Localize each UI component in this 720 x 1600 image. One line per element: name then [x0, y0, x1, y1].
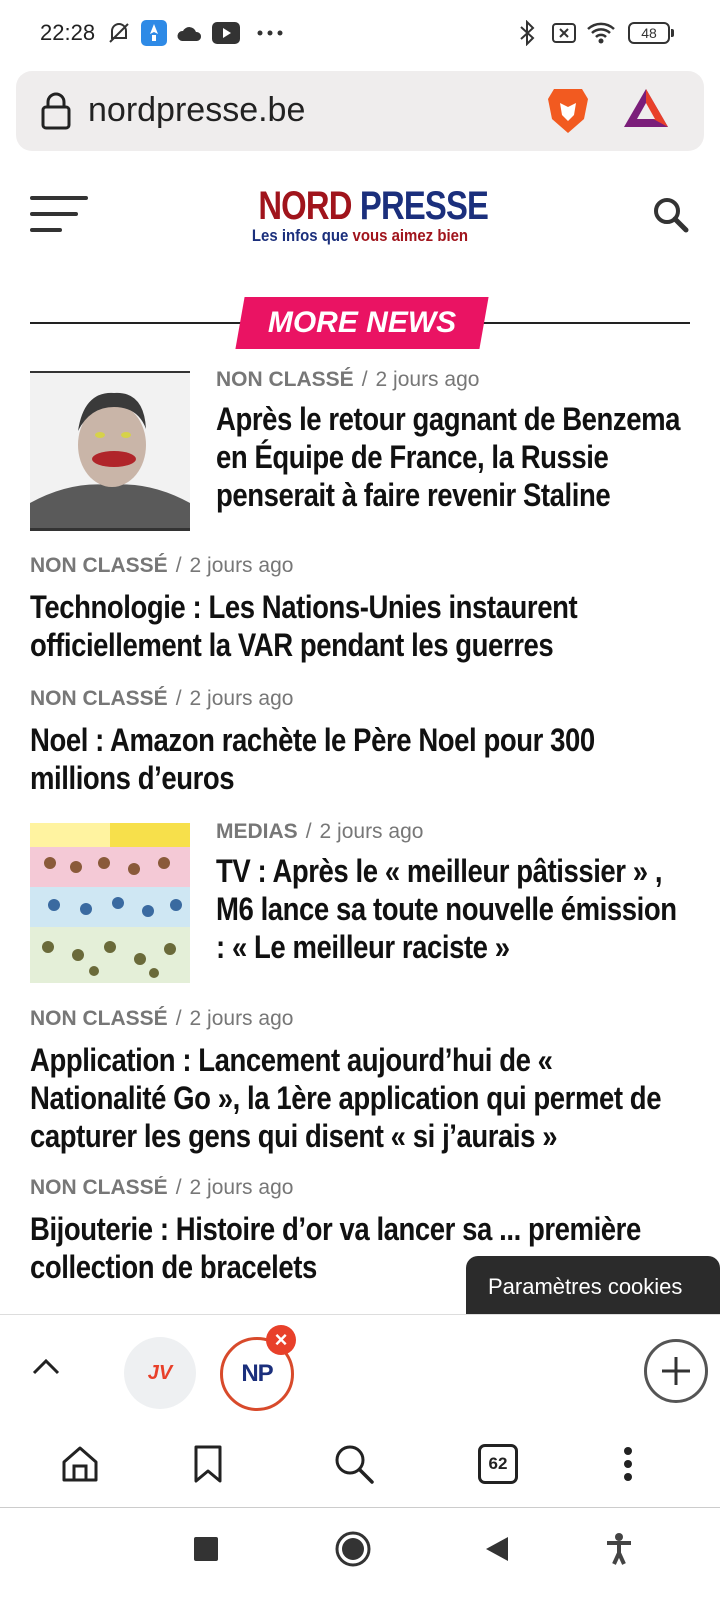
address-bar[interactable] — [16, 71, 704, 151]
article-card[interactable] — [30, 687, 690, 797]
chevron-up-icon[interactable] — [30, 1353, 62, 1382]
site-logo[interactable] — [236, 184, 489, 246]
article-thumbnail-infographic[interactable] — [30, 823, 190, 983]
tab-count-button[interactable] — [474, 1440, 522, 1488]
article-thumbnail-stalin[interactable] — [30, 371, 190, 531]
close-tab-button[interactable]: × — [266, 1325, 296, 1355]
article-meta: NON CLASSÉ / 2 jours ago — [30, 687, 294, 710]
article-title[interactable]: TV : Après le « meilleur pâtissier » , M6 lance sa toute nouvelle émission : « Le meilleur raciste » — [216, 853, 677, 965]
article-meta: MEDIAS / 2 jours ago — [216, 820, 424, 843]
article-meta: NON CLASSÉ / 2 jours ago — [30, 554, 294, 577]
article-card[interactable] — [30, 554, 690, 664]
home-icon[interactable] — [56, 1440, 104, 1488]
bookmark-icon[interactable] — [184, 1440, 232, 1488]
status-bar — [0, 0, 720, 68]
category-link[interactable]: NON CLASSÉ — [30, 1007, 168, 1030]
tab-favicon-label: JV — [147, 1361, 173, 1384]
battery-indicator: 48 — [628, 22, 670, 44]
more-options-icon[interactable] — [604, 1440, 652, 1488]
no-sim-icon — [550, 20, 578, 46]
category-link[interactable]: NON CLASSÉ — [30, 554, 168, 577]
tab-favicon-label: NP — [241, 1360, 273, 1387]
youtube-icon — [212, 20, 240, 46]
url-text[interactable]: nordpresse.be — [88, 91, 306, 129]
logo-word-nord: NORD — [258, 184, 352, 228]
tab-jeuxvideo[interactable] — [124, 1337, 196, 1409]
bluetooth-icon — [516, 20, 538, 46]
plus-icon — [647, 1342, 705, 1400]
article-meta: NON CLASSÉ / 2 jours ago — [216, 368, 480, 391]
cloud-icon — [176, 20, 204, 46]
menu-icon[interactable] — [30, 196, 90, 241]
category-link[interactable]: MEDIAS — [216, 820, 298, 843]
article-title[interactable]: Bijouterie : Histoire d’or va lancer sa ... première collection de bracelets — [30, 1211, 641, 1285]
article-meta: NON CLASSÉ / 2 jours ago — [30, 1176, 294, 1199]
category-link[interactable]: NON CLASSÉ — [30, 1176, 168, 1199]
cookie-settings-button[interactable]: Paramètres cookies — [466, 1256, 720, 1318]
timestamp: 2 jours ago — [319, 820, 424, 843]
back-icon[interactable] — [484, 1535, 510, 1568]
article-title[interactable]: Technologie : Les Nations-Unies instaurent officiellement la VAR pendant les guerres — [30, 589, 578, 663]
logo-tagline-2: vous aimez bien — [352, 226, 469, 245]
rocket-app-icon — [140, 20, 168, 46]
timestamp: 2 jours ago — [189, 554, 294, 577]
browser-toolbar — [0, 1418, 720, 1508]
timestamp: 2 jours ago — [189, 687, 294, 710]
timestamp: 2 jours ago — [189, 1176, 294, 1199]
mute-bell-icon — [106, 20, 132, 46]
category-link[interactable]: NON CLASSÉ — [216, 368, 354, 391]
timestamp: 2 jours ago — [375, 368, 480, 391]
wifi-icon — [586, 20, 616, 46]
tab-strip — [0, 1314, 720, 1418]
accessibility-icon[interactable] — [606, 1533, 632, 1570]
logo-word-presse: PRESSE — [359, 184, 489, 228]
timestamp: 2 jours ago — [189, 1007, 294, 1030]
article-title[interactable]: Après le retour gagnant de Benzema en Équipe de France, la Russie penserait à faire revenir Staline — [216, 401, 681, 513]
article-meta: NON CLASSÉ / 2 jours ago — [30, 1007, 294, 1030]
article-title[interactable]: Noel : Amazon rachète le Père Noel pour 300 millions d’euros — [30, 722, 595, 796]
bat-rewards-icon[interactable] — [622, 87, 670, 136]
article-title[interactable]: Application : Lancement aujourd’hui de « Nationalité Go », la 1ère application qui permet de capturer les gens qui disent « si j’aurais » — [30, 1042, 662, 1154]
article-card[interactable] — [30, 1007, 690, 1155]
category-link[interactable]: NON CLASSÉ — [30, 687, 168, 710]
search-icon[interactable] — [330, 1440, 378, 1488]
section-title: MORE NEWS — [267, 306, 457, 339]
recents-icon[interactable] — [194, 1537, 218, 1566]
clock: 22:28 — [40, 20, 96, 45]
article-card[interactable] — [216, 820, 686, 966]
brave-lion-icon[interactable] — [546, 85, 590, 140]
tab-count: 62 — [478, 1444, 518, 1484]
lock-icon[interactable] — [40, 91, 72, 136]
more-dots-icon — [256, 20, 284, 46]
search-icon[interactable] — [652, 196, 690, 239]
logo-tagline-1: Les infos que — [251, 226, 349, 245]
home-nav-icon[interactable] — [334, 1530, 372, 1573]
system-nav-bar — [0, 1509, 720, 1600]
article-card[interactable] — [216, 368, 686, 514]
new-tab-button[interactable] — [644, 1339, 708, 1403]
